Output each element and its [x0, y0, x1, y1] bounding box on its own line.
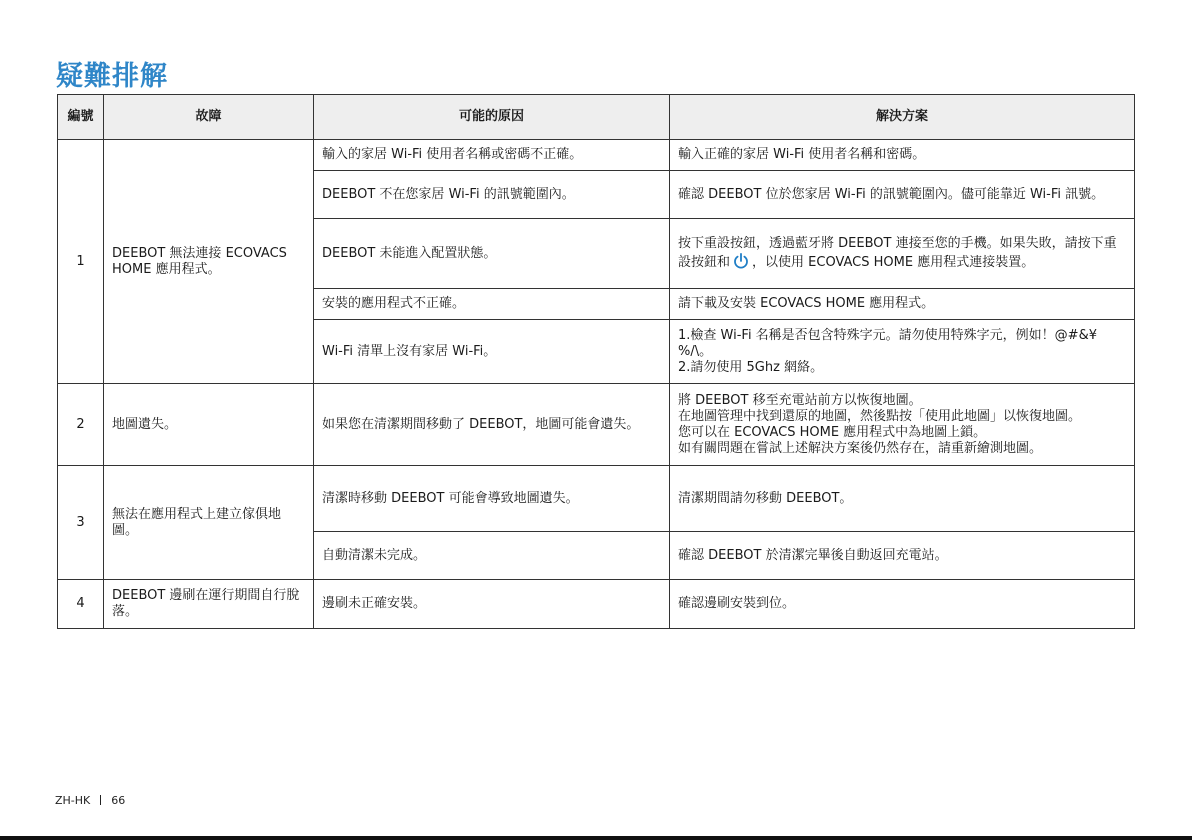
header-fault: 故障 [104, 95, 314, 140]
solution-cell [670, 320, 1135, 384]
cause-cell: 如果您在清潔期間移動了 DEEBOT，地圖可能會遺失。 [314, 384, 670, 466]
solution-text-after: ，以使用 ECOVACS HOME 應用程式連接裝置。 [752, 255, 1035, 270]
solution-cell [670, 219, 1135, 289]
table-row [58, 580, 1135, 629]
footer-page-number: 66 [111, 794, 126, 807]
troubleshooting-table [57, 94, 1135, 629]
table-row [58, 140, 1135, 171]
row-number: 2 [58, 384, 104, 466]
solution-text: 將 DEEBOT 移至充電站前方以恢復地圖。 在地圖管理中找到還原的地圖，然後點按「使用此地圖」以恢復地圖。 您可以在 ECOVACS HOME 應用程式中為地圖上鎖。 如有關問題在嘗試上述解決方案後仍然存在，請重新繪測地圖。 [678, 392, 1082, 456]
cause-cell: 輸入的家居 Wi-Fi 使用者名稱或密碼不正確。 [314, 140, 670, 171]
cause-cell: 自動清潔未完成。 [314, 532, 670, 580]
row-number: 1 [58, 140, 104, 384]
solution-cell: 確認 DEEBOT 位於您家居 Wi-Fi 的訊號範圍內。儘可能靠近 Wi-Fi 訊號。 [670, 171, 1135, 219]
fault-cell: 地圖遺失。 [104, 384, 314, 466]
solution-cell: 請下載及安裝 ECOVACS HOME 應用程式。 [670, 289, 1135, 320]
cause-cell: 邊刷未正確安裝。 [314, 580, 670, 629]
row-number: 3 [58, 466, 104, 580]
header-solution: 解決方案 [670, 95, 1135, 140]
solution-cell: 確認 DEEBOT 於清潔完畢後自動返回充電站。 [670, 532, 1135, 580]
row-number: 4 [58, 580, 104, 629]
header-cause: 可能的原因 [314, 95, 670, 140]
fault-cell: 無法在應用程式上建立傢俱地圖。 [104, 466, 314, 580]
table-header-row [58, 95, 1135, 140]
cause-cell: 清潔時移動 DEEBOT 可能會導致地圖遺失。 [314, 466, 670, 532]
table-row [58, 466, 1135, 532]
solution-cell: 輸入正確的家居 Wi-Fi 使用者名稱和密碼。 [670, 140, 1135, 171]
cause-cell: DEEBOT 不在您家居 Wi-Fi 的訊號範圍內。 [314, 171, 670, 219]
header-no: 編號 [58, 95, 104, 140]
fault-cell: DEEBOT 無法連接 ECOVACS HOME 應用程式。 [104, 140, 314, 384]
solution-cell: 確認邊刷安裝到位。 [670, 580, 1135, 629]
solution-text: 1.檢查 Wi-Fi 名稱是否包含特殊字元。請勿使用特殊字元，例如！@#&¥%/\。 2.請勿使用 5Ghz 網絡。 [678, 327, 1097, 375]
page-footer [55, 794, 125, 807]
page-title: 疑難排解 [56, 61, 168, 92]
bottom-rule [0, 836, 1192, 840]
fault-cell: DEEBOT 邊刷在運行期間自行脫落。 [104, 580, 314, 629]
solution-text-before: 按下重設按鈕，透過藍牙將 DEEBOT 連接至您的手機。如果失敗，請按下重設按鈕和 [678, 236, 1117, 270]
solution-cell [670, 384, 1135, 466]
cause-cell: 安裝的應用程式不正確。 [314, 289, 670, 320]
solution-cell: 清潔期間請勿移動 DEEBOT。 [670, 466, 1135, 532]
footer-divider [100, 795, 101, 805]
table-row [58, 384, 1135, 466]
footer-language: ZH-HK [55, 794, 91, 807]
cause-cell: DEEBOT 未能進入配置狀態。 [314, 219, 670, 289]
power-icon [732, 252, 750, 270]
cause-cell: Wi-Fi 清單上沒有家居 Wi-Fi。 [314, 320, 670, 384]
